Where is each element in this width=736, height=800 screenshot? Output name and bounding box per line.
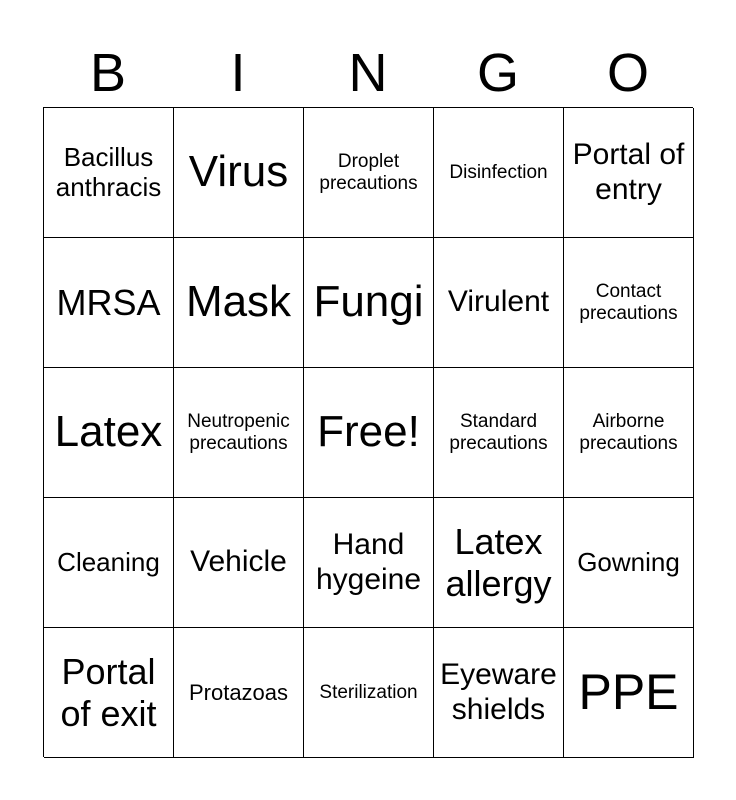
bingo-cell[interactable]: Virus (174, 108, 304, 238)
bingo-cell[interactable]: Latex allergy (434, 498, 564, 628)
bingo-cell[interactable]: Airborne precautions (564, 368, 694, 498)
bingo-cell[interactable]: Bacillus anthracis (44, 108, 174, 238)
bingo-cell[interactable]: Neutropenic precautions (174, 368, 304, 498)
bingo-cell[interactable]: Latex (44, 368, 174, 498)
bingo-cell[interactable]: Cleaning (44, 498, 174, 628)
bingo-cell[interactable]: MRSA (44, 238, 174, 368)
bingo-cell[interactable]: Eyeware shields (434, 628, 564, 758)
bingo-board (43, 107, 693, 757)
bingo-cell[interactable]: Disinfection (434, 108, 564, 238)
header-letter-n: N (348, 43, 388, 103)
header-letter-b: B (89, 43, 127, 103)
bingo-cell[interactable]: Portal of exit (44, 628, 174, 758)
bingo-header (43, 40, 693, 106)
free-space-cell[interactable]: Free! (304, 368, 434, 498)
bingo-cell[interactable]: Hand hygeine (304, 498, 434, 628)
header-letter-g: G (476, 43, 519, 103)
bingo-cell[interactable]: Mask (174, 238, 304, 368)
bingo-cell[interactable]: Contact precautions (564, 238, 694, 368)
bingo-cell[interactable]: Gowning (564, 498, 694, 628)
bingo-cell[interactable]: Sterilization (304, 628, 434, 758)
bingo-cell[interactable]: PPE (564, 628, 694, 758)
bingo-cell[interactable]: Standard precautions (434, 368, 564, 498)
header-letter-o: O (606, 43, 649, 103)
bingo-cell[interactable]: Virulent (434, 238, 564, 368)
header-letter-i: I (230, 43, 246, 103)
bingo-cell[interactable]: Droplet precautions (304, 108, 434, 238)
bingo-cell[interactable]: Protazoas (174, 628, 304, 758)
bingo-cell[interactable]: Fungi (304, 238, 434, 368)
bingo-cell[interactable]: Portal of entry (564, 108, 694, 238)
bingo-cell[interactable]: Vehicle (174, 498, 304, 628)
